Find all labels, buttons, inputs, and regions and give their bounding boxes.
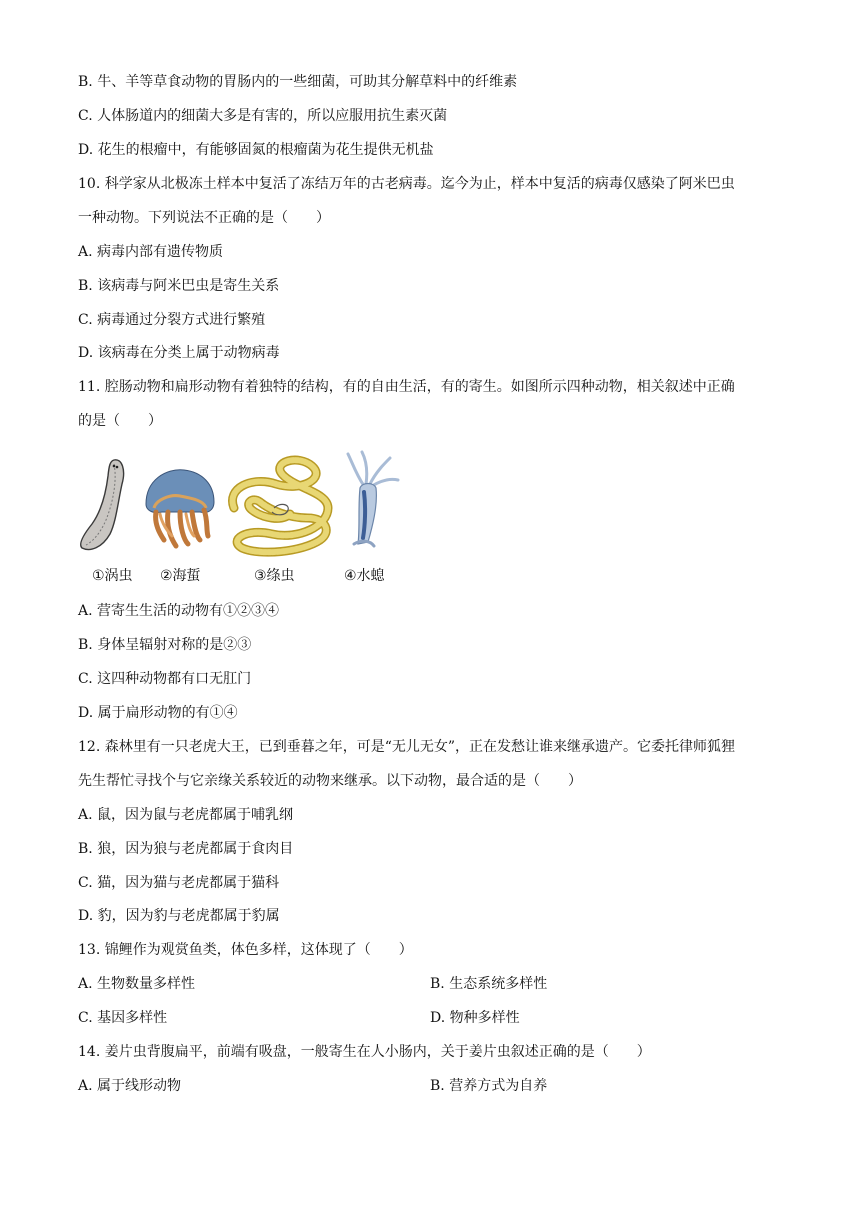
q14-stem: 14. 姜片虫背腹扁平，前端有吸盘，一般寄生在人小肠内，关于姜片虫叙述正确的是（ ） bbox=[78, 1044, 651, 1060]
animals-figure bbox=[76, 448, 406, 590]
q11-option-b: B. 身体呈辐射对称的是②③ bbox=[78, 637, 252, 653]
q14-option-b: B. 营养方式为自养 bbox=[430, 1078, 548, 1094]
q13-option-b: B. 生态系统多样性 bbox=[430, 976, 548, 992]
q11-option-c: C. 这四种动物都有口无肛门 bbox=[78, 671, 252, 687]
q9-option-c: C. 人体肠道内的细菌大多是有害的，所以应服用抗生素灭菌 bbox=[78, 108, 448, 124]
q11-stem-line1: 11. 腔肠动物和扁形动物有着独特的结构，有的自由生活，有的寄生。如图所示四种动物，相关叙述中正确 bbox=[78, 379, 735, 395]
tapeworm-image bbox=[233, 460, 328, 552]
animals-illustration bbox=[76, 448, 406, 566]
q10-stem-line2: 一种动物。下列说法不正确的是（ ） bbox=[78, 210, 330, 226]
q12-option-b: B. 狼，因为狼与老虎都属于食肉目 bbox=[78, 841, 294, 857]
caption-flatworm: ①涡虫 bbox=[92, 568, 133, 584]
q12-option-c: C. 猫，因为猫与老虎都属于猫科 bbox=[78, 875, 280, 891]
caption-jellyfish: ②海蜇 bbox=[160, 568, 201, 584]
q11-option-d: D. 属于扁形动物的有①④ bbox=[78, 705, 238, 721]
q9-option-d: D. 花生的根瘤中，有能够固氮的根瘤菌为花生提供无机盐 bbox=[78, 142, 434, 158]
q10-option-c: C. 病毒通过分裂方式进行繁殖 bbox=[78, 312, 266, 328]
hydra-image bbox=[348, 452, 398, 546]
flatworm-image bbox=[81, 460, 124, 550]
q13-stem: 13. 锦鲤作为观赏鱼类，体色多样，这体现了（ ） bbox=[78, 942, 413, 958]
jellyfish-image bbox=[146, 470, 214, 546]
q12-option-a: A. 鼠，因为鼠与老虎都属于哺乳纲 bbox=[78, 807, 294, 823]
caption-tapeworm: ③绦虫 bbox=[254, 568, 295, 584]
q11-option-a: A. 营寄生生活的动物有①②③④ bbox=[78, 603, 280, 619]
q13-option-c: C. 基因多样性 bbox=[78, 1010, 168, 1026]
q10-option-d: D. 该病毒在分类上属于动物病毒 bbox=[78, 345, 280, 361]
q9-option-b: B. 牛、羊等草食动物的胃肠内的一些细菌，可助其分解草料中的纤维素 bbox=[78, 74, 518, 90]
q11-stem-line2: 的是（ ） bbox=[78, 413, 162, 429]
q14-option-a: A. 属于线形动物 bbox=[78, 1078, 182, 1094]
q10-stem-line1: 10. 科学家从北极冻土样本中复活了冻结万年的古老病毒。迄今为止，样本中复活的病毒仅感染了阿米巴虫 bbox=[78, 176, 735, 192]
caption-hydra: ④水螅 bbox=[344, 568, 385, 584]
q12-option-d: D. 豹，因为豹与老虎都属于豹属 bbox=[78, 908, 280, 924]
q10-option-a: A. 病毒内部有遗传物质 bbox=[78, 244, 224, 260]
q13-option-d: D. 物种多样性 bbox=[430, 1010, 520, 1026]
q12-stem-line2: 先生帮忙寻找个与它亲缘关系较近的动物来继承。以下动物，最合适的是（ ） bbox=[78, 773, 582, 789]
q12-stem-line1: 12. 森林里有一只老虎大王，已到垂暮之年，可是“无儿无女”，正在发愁让谁来继承遗产。它委托律师狐狸 bbox=[78, 739, 736, 755]
q10-option-b: B. 该病毒与阿米巴虫是寄生关系 bbox=[78, 278, 280, 294]
q13-option-a: A. 生物数量多样性 bbox=[78, 976, 196, 992]
